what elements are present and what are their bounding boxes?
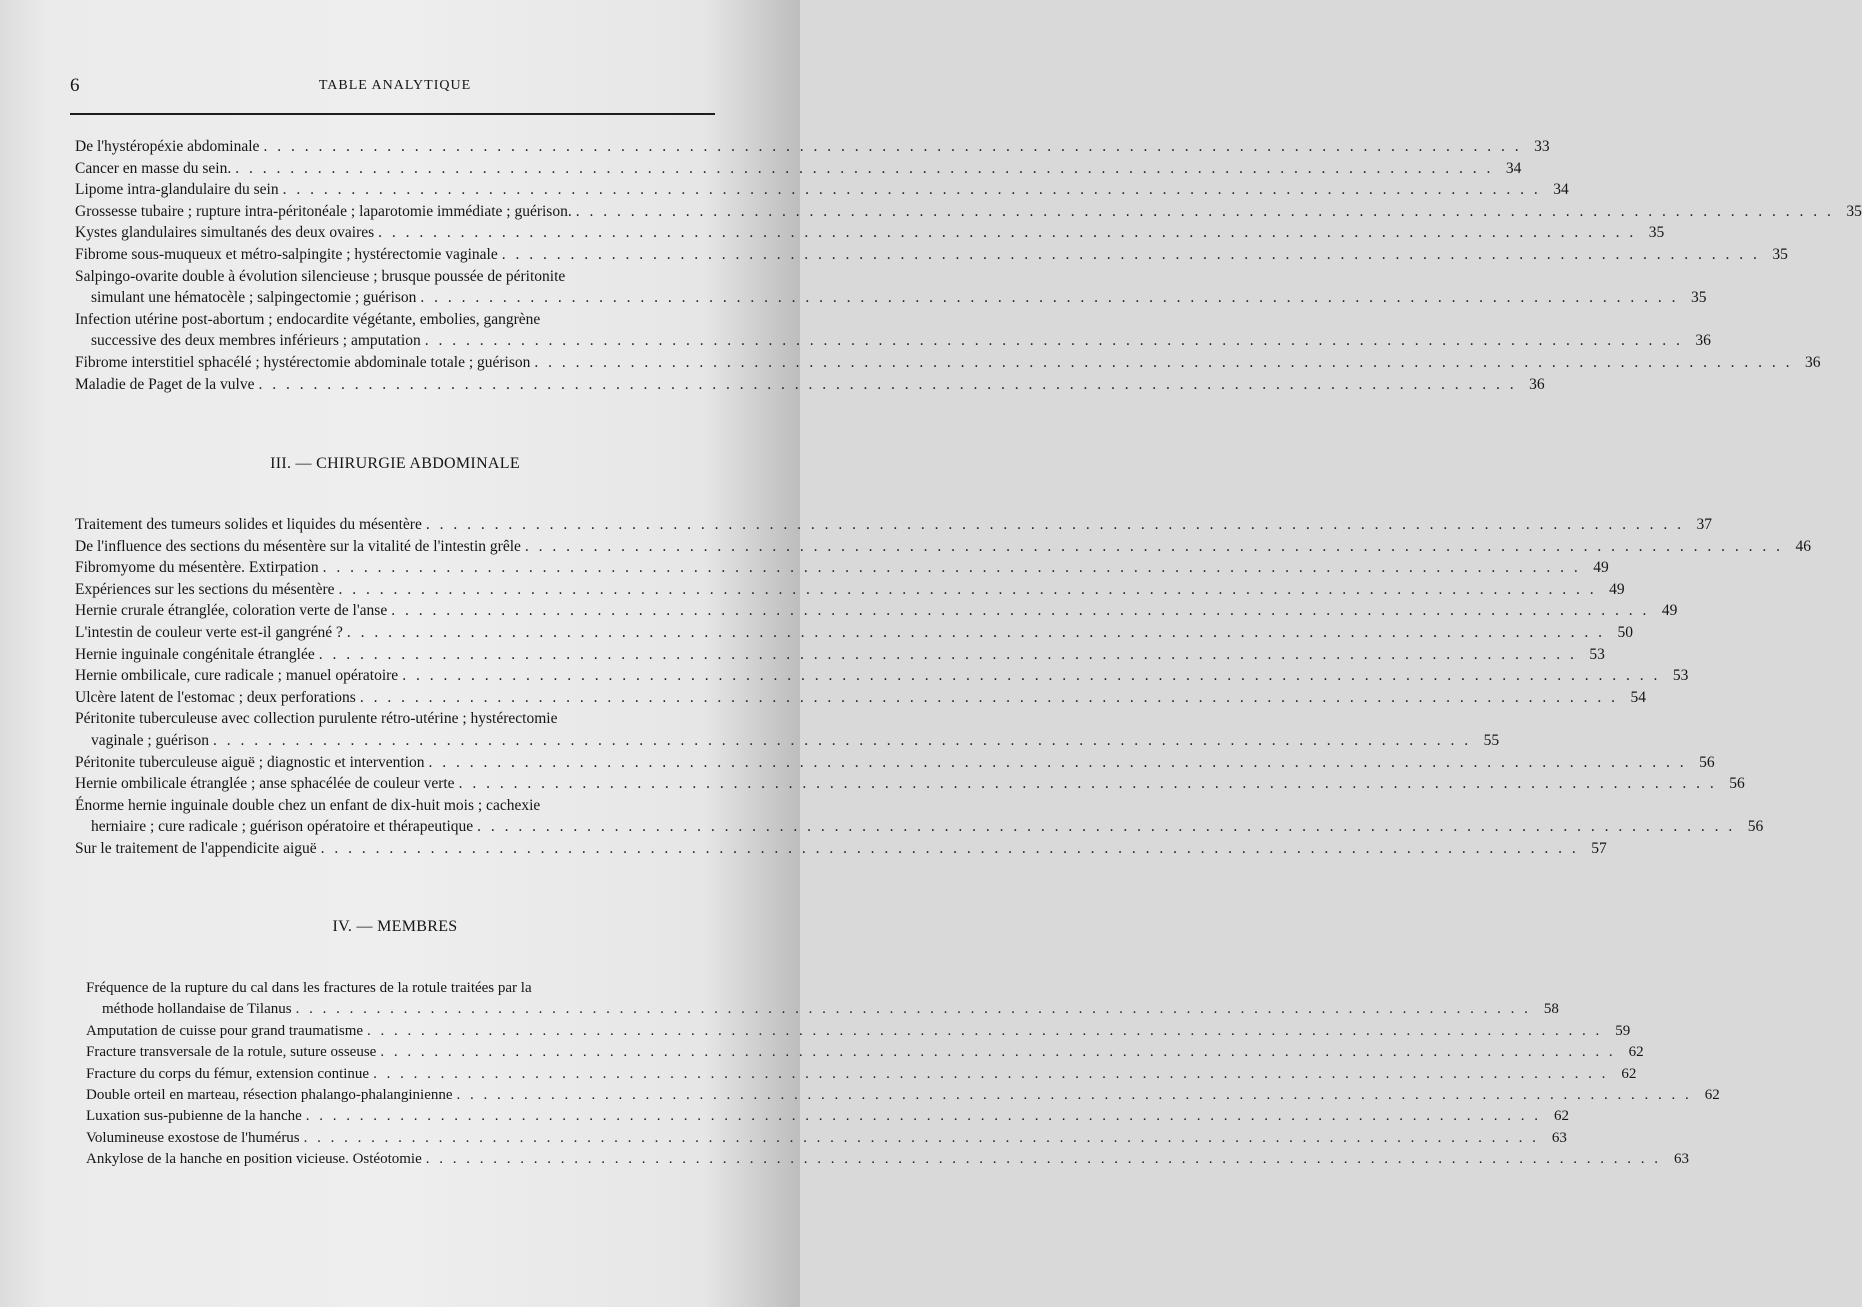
entry-page-number: 50 (1617, 623, 1634, 641)
dot-leader: . . . . . . . . . . . . . . . . . . . . . . . . . . . . . . . . . . . . . . . . . . . . . . . . . . . . . . . . . . . . . . . . . . . . . . . . . . . . . . . . . . . . . . . . . . . . (420, 289, 1679, 307)
dot-leader: . . . . . . . . . . . . . . . . . . . . . . . . . . . . . . . . . . . . . . . . . . . . . . . . . . . . . . . . . . . . . . . . . . . . . . . . . . . . . . . . . . . . . . . . . . . . (318, 645, 1577, 663)
entry-title: Ulcère latent de l'estomac ; deux perforations (75, 688, 356, 706)
toc-entry (86, 1106, 1570, 1127)
entry-title: Maladie de Paget de la vulve (75, 375, 255, 393)
toc-section-membres (86, 978, 1720, 1171)
dot-leader: . . . . . . . . . . . . . . . . . . . . . . . . . . . . . . . . . . . . . . . . . . . . . . . . . . . . . . . . . . . . . . . . . . . . . . . . . . . . . . . . . . . . . . . . . . . . (501, 245, 1760, 263)
entry-title: Salpingo-ovarite double à évolution silencieuse ; brusque poussée de péritonite (75, 267, 566, 285)
entry-page-number: 56 (1747, 818, 1764, 836)
entry-page-number: 57 (1591, 839, 1607, 857)
entry-title: Hernie ombilicale étranglée ; anse sphacélée de couleur verte (75, 775, 455, 793)
entry-title: Expériences sur les sections du mésentère (75, 580, 335, 598)
dot-leader: . . . . . . . . . . . . . . . . . . . . . . . . . . . . . . . . . . . . . . . . . . . . . . . . . . . . . . . . . . . . . . . . . . . . . . . . . . . . . . . . . . . . . . . . . . . . (235, 159, 1494, 177)
dot-leader: . . . . . . . . . . . . . . . . . . . . . . . . . . . . . . . . . . . . . . . . . . . . . . . . . . . . . . . . . . . . . . . . . . . . . . . . . . . . . . . . . . . . . . . . . . . . (456, 1087, 1692, 1104)
entry-page-number: 49 (1661, 602, 1678, 620)
dot-leader: . . . . . . . . . . . . . . . . . . . . . . . . . . . . . . . . . . . . . . . . . . . . . . . . . . . . . . . . . . . . . . . . . . . . . . . . . . . . . . . . . . . . . . . . . . . . (391, 602, 1650, 620)
header-rule (70, 113, 715, 115)
page-header (70, 75, 720, 103)
entry-title-continued: vaginale ; guérison (91, 731, 209, 749)
entry-title: Luxation sus-pubienne de la hanche (86, 1108, 302, 1125)
entry-page-number: 56 (1729, 775, 1745, 793)
entry-page-number: 62 (1621, 1065, 1637, 1082)
entry-page-number: 35 (1846, 202, 1862, 220)
entry-page-number: 58 (1543, 1001, 1559, 1018)
toc-entry (86, 1021, 1631, 1042)
entry-page-number: 35 (1691, 289, 1707, 307)
entry-title: Fréquence de la rupture du cal dans les fractures de la rotule traitées par la (86, 980, 532, 996)
entry-page-number: 63 (1674, 1151, 1689, 1168)
entry-title: Énorme hernie inguinale double chez un enfant de dix-huit mois ; cachexie (75, 796, 541, 814)
entry-title-continued: herniaire ; cure radicale ; guérison opératoire et thérapeutique (91, 818, 474, 836)
toc-entry (75, 557, 1609, 579)
dot-leader: . . . . . . . . . . . . . . . . . . . . . . . . . . . . . . . . . . . . . . . . . . . . . . . . . . . . . . . . . . . . . . . . . . . . . . . . . . . . . . . . . . . . . . . . . . . . (402, 667, 1661, 685)
entry-page-number: 55 (1483, 731, 1500, 749)
entry-page-number: 49 (1593, 559, 1609, 577)
toc-entry (75, 536, 1812, 558)
dot-leader: . . . . . . . . . . . . . . . . . . . . . . . . . . . . . . . . . . . . . . . . . . . . . . . . . . . . . . . . . . . . . . . . . . . . . . . . . . . . . . . . . . . . . . . . . . . . (425, 516, 1684, 533)
entry-title: Fibrome sous-muqueux et métro-salpingite ; hystérectomie vaginale (75, 245, 498, 263)
dot-leader: . . . . . . . . . . . . . . . . . . . . . . . . . . . . . . . . . . . . . . . . . . . . . . . . . . . . . . . . . . . . . . . . . . . . . . . . . . . . . . . . . . . . . . . . . . . . (575, 202, 1834, 220)
toc-entry (86, 1042, 1644, 1063)
dot-leader: . . . . . . . . . . . . . . . . . . . . . . . . . . . . . . . . . . . . . . . . . . . . . . . . . . . . . . . . . . . . . . . . . . . . . . . . . . . . . . . . . . . . . . . . . . . . (477, 818, 1736, 836)
toc-entry (86, 1064, 1637, 1085)
entry-page-number: 36 (1529, 375, 1545, 393)
entry-title: Lipome intra-glandulaire du sein (75, 181, 279, 199)
entry-page-number: 49 (1609, 580, 1625, 598)
toc-entry (86, 978, 1559, 1021)
toc-entry (75, 752, 1715, 774)
toc-entry (75, 773, 1745, 795)
entry-page-number: 63 (1551, 1129, 1567, 1146)
toc-entry (75, 201, 1862, 223)
running-title: TABLE ANALYTIQUE (318, 78, 472, 93)
entry-page-number: 34 (1553, 181, 1569, 199)
toc-entry (75, 600, 1678, 622)
entry-page-number: 53 (1672, 667, 1689, 685)
toc-entry (75, 352, 1821, 374)
dot-leader: . . . . . . . . . . . . . . . . . . . . . . . . . . . . . . . . . . . . . . . . . . . . . . . . . . . . . . . . . . . . . . . . . . . . . . . . . . . . . . . . . . . . . . . . . . . . (458, 775, 1717, 793)
toc-entry (86, 1149, 1689, 1170)
toc-entry (75, 136, 1550, 158)
dot-leader: . . . . . . . . . . . . . . . . . . . . . . . . . . . . . . . . . . . . . . . . . . . . . . . . . . . . . . . . . . . . . . . . . . . . . . . . . . . . . . . . . . . . . . . . . . . . (380, 1044, 1616, 1061)
toc-entry (75, 644, 1605, 666)
entry-title: De l'hystéropéxie abdominale (75, 138, 260, 155)
toc-entry (86, 1128, 1567, 1149)
toc-entry (75, 579, 1625, 601)
dot-leader: . . . . . . . . . . . . . . . . . . . . . . . . . . . . . . . . . . . . . . . . . . . . . . . . . . . . . . . . . . . . . . . . . . . . . . . . . . . . . . . . . . . . . . . . . . . . (320, 839, 1579, 857)
entry-title: Ankylose de la hanche en position vicieuse. Ostéotomie (86, 1151, 422, 1168)
entry-page-number: 36 (1805, 353, 1821, 371)
entry-page-number: 54 (1630, 688, 1646, 706)
entry-title: Volumineuse exostose de l'humérus (86, 1129, 300, 1146)
entry-page-number: 62 (1704, 1087, 1720, 1104)
entry-page-number: 62 (1554, 1108, 1570, 1125)
dot-leader: . . . . . . . . . . . . . . . . . . . . . . . . . . . . . . . . . . . . . . . . . . . . . . . . . . . . . . . . . . . . . . . . . . . . . . . . . . . . . . . . . . . . . . . . . . . . (212, 731, 1472, 749)
toc-entry (86, 1085, 1720, 1106)
toc-entry (75, 309, 1711, 352)
toc-entry (75, 687, 1646, 709)
entry-title-continued: simulant une hématocèle ; salpingectomie ; guérison (91, 289, 417, 307)
dot-leader: . . . . . . . . . . . . . . . . . . . . . . . . . . . . . . . . . . . . . . . . . . . . . . . . . . . . . . . . . . . . . . . . . . . . . . . . . . . . . . . . . . . . . . . . . . . . (305, 1108, 1542, 1125)
entry-title: Kystes glandulaires simultanés des deux ovaires (75, 224, 375, 242)
dot-leader: . . . . . . . . . . . . . . . . . . . . . . . . . . . . . . . . . . . . . . . . . . . . . . . . . . . . . . . . . . . . . . . . . . . . . . . . . . . . . . . . . . . . . . . . . . . . (428, 753, 1687, 771)
toc-entry (75, 179, 1569, 201)
dot-leader: . . . . . . . . . . . . . . . . . . . . . . . . . . . . . . . . . . . . . . . . . . . . . . . . . . . . . . . . . . . . . . . . . . . . . . . . . . . . . . . . . . . . . . . . . . . . (282, 181, 1541, 199)
dot-leader: . . . . . . . . . . . . . . . . . . . . . . . . . . . . . . . . . . . . . . . . . . . . . . . . . . . . . . . . . . . . . . . . . . . . . . . . . . . . . . . . . . . . . . . . . . . . (263, 138, 1522, 155)
entry-title: Fibrome interstitiel sphacélé ; hystérectomie abdominale totale ; guérison (75, 353, 531, 371)
entry-page-number: 35 (1648, 224, 1665, 242)
dot-leader: . . . . . . . . . . . . . . . . . . . . . . . . . . . . . . . . . . . . . . . . . . . . . . . . . . . . . . . . . . . . . . . . . . . . . . . . . . . . . . . . . . . . . . . . . . . . (322, 559, 1581, 577)
entry-title: Cancer en masse du sein. (75, 159, 232, 177)
dot-leader: . . . . . . . . . . . . . . . . . . . . . . . . . . . . . . . . . . . . . . . . . . . . . . . . . . . . . . . . . . . . . . . . . . . . . . . . . . . . . . . . . . . . . . . . . . . . (424, 332, 1683, 350)
entry-page-number: 35 (1772, 245, 1788, 263)
entry-title: De l'influence des sections du mésentère sur la vitalité de l'intestin grêle (75, 537, 521, 555)
page-number: 6 (70, 75, 80, 96)
entry-title: Fracture transversale de la rotule, suture osseuse (86, 1044, 377, 1061)
toc-section-chirurgie-abdominale (75, 514, 1812, 860)
section-heading-membres: IV. — MEMBRES (332, 918, 458, 935)
entry-title: Infection utérine post-abortum ; endocardite végétante, embolies, gangrène (75, 310, 541, 328)
entry-title: Péritonite tuberculeuse avec collection purulente rétro-utérine ; hystérectomie (75, 710, 558, 728)
toc-entry (75, 266, 1707, 309)
dot-leader: . . . . . . . . . . . . . . . . . . . . . . . . . . . . . . . . . . . . . . . . . . . . . . . . . . . . . . . . . . . . . . . . . . . . . . . . . . . . . . . . . . . . . . . . . . . . (359, 688, 1618, 706)
entry-page-number: 36 (1695, 332, 1711, 350)
toc-entry (75, 795, 1764, 838)
entry-page-number: 33 (1534, 138, 1550, 155)
toc-entry (75, 514, 1712, 536)
toc-entry (75, 158, 1522, 180)
entry-title: Grossesse tubaire ; rupture intra-péritonéale ; laparotomie immédiate ; guérison. (75, 202, 572, 220)
entry-title-continued: successive des deux membres inférieurs ; amputation (91, 332, 421, 350)
toc-entry (75, 708, 1500, 751)
entry-title: Hernie ombilicale, cure radicale ; manuel opératoire (75, 667, 399, 685)
dot-leader: . . . . . . . . . . . . . . . . . . . . . . . . . . . . . . . . . . . . . . . . . . . . . . . . . . . . . . . . . . . . . . . . . . . . . . . . . . . . . . . . . . . . . . . . . . . . (258, 375, 1517, 393)
dot-leader: . . . . . . . . . . . . . . . . . . . . . . . . . . . . . . . . . . . . . . . . . . . . . . . . . . . . . . . . . . . . . . . . . . . . . . . . . . . . . . . . . . . . . . . . . . . . (425, 1151, 1661, 1168)
entry-page-number: 53 (1589, 645, 1605, 663)
toc-entry (75, 222, 1665, 244)
dot-leader: . . . . . . . . . . . . . . . . . . . . . . . . . . . . . . . . . . . . . . . . . . . . . . . . . . . . . . . . . . . . . . . . . . . . . . . . . . . . . . . . . . . . . . . . . . . . (295, 1001, 1531, 1018)
entry-page-number: 34 (1505, 159, 1522, 177)
toc-section-gynecologie-continued (75, 136, 1862, 395)
entry-title: Hernie crurale étranglée, coloration verte de l'anse (75, 602, 388, 620)
entry-title: Amputation de cuisse pour grand traumatisme (86, 1022, 364, 1039)
toc-entry (75, 244, 1788, 266)
dot-leader: . . . . . . . . . . . . . . . . . . . . . . . . . . . . . . . . . . . . . . . . . . . . . . . . . . . . . . . . . . . . . . . . . . . . . . . . . . . . . . . . . . . . . . . . . . . . (346, 623, 1606, 641)
entry-title: Traitement des tumeurs solides et liquides du mésentère (75, 516, 422, 533)
entry-title: Sur le traitement de l'appendicite aiguë (75, 839, 317, 857)
entry-title: Double orteil en marteau, résection phalango-phalanginienne (86, 1087, 453, 1104)
entry-title-continued: méthode hollandaise de Tilanus (102, 1001, 292, 1018)
dot-leader: . . . . . . . . . . . . . . . . . . . . . . . . . . . . . . . . . . . . . . . . . . . . . . . . . . . . . . . . . . . . . . . . . . . . . . . . . . . . . . . . . . . . . . . . . . . . (534, 353, 1793, 371)
entry-page-number: 56 (1699, 753, 1715, 771)
entry-page-number: 59 (1615, 1022, 1631, 1039)
entry-title: Hernie inguinale congénitale étranglée (75, 645, 315, 663)
entry-title: L'intestin de couleur verte est-il gangréné ? (75, 623, 343, 641)
entry-title: Fracture du corps du fémur, extension continue (86, 1065, 370, 1082)
entry-page-number: 62 (1628, 1044, 1644, 1061)
dot-leader: . . . . . . . . . . . . . . . . . . . . . . . . . . . . . . . . . . . . . . . . . . . . . . . . . . . . . . . . . . . . . . . . . . . . . . . . . . . . . . . . . . . . . . . . . . . . (524, 537, 1784, 555)
entry-title: Fibromyome du mésentère. Extirpation (75, 559, 319, 577)
toc-entry (75, 665, 1689, 687)
entry-page-number: 37 (1696, 516, 1712, 533)
toc-entry (75, 838, 1607, 860)
toc-entry (75, 622, 1634, 644)
entry-title: Péritonite tuberculeuse aiguë ; diagnostic et intervention (75, 753, 425, 771)
dot-leader: . . . . . . . . . . . . . . . . . . . . . . . . . . . . . . . . . . . . . . . . . . . . . . . . . . . . . . . . . . . . . . . . . . . . . . . . . . . . . . . . . . . . . . . . . . . . (378, 224, 1637, 242)
dot-leader: . . . . . . . . . . . . . . . . . . . . . . . . . . . . . . . . . . . . . . . . . . . . . . . . . . . . . . . . . . . . . . . . . . . . . . . . . . . . . . . . . . . . . . . . . . . . (367, 1022, 1603, 1039)
section-heading-chirurgie-abdominale: III. — CHIRURGIE ABDOMINALE (270, 455, 520, 472)
dot-leader: . . . . . . . . . . . . . . . . . . . . . . . . . . . . . . . . . . . . . . . . . . . . . . . . . . . . . . . . . . . . . . . . . . . . . . . . . . . . . . . . . . . . . . . . . . . . (373, 1065, 1609, 1082)
entry-page-number: 46 (1795, 537, 1812, 555)
dot-leader: . . . . . . . . . . . . . . . . . . . . . . . . . . . . . . . . . . . . . . . . . . . . . . . . . . . . . . . . . . . . . . . . . . . . . . . . . . . . . . . . . . . . . . . . . . . . (303, 1129, 1539, 1146)
dot-leader: . . . . . . . . . . . . . . . . . . . . . . . . . . . . . . . . . . . . . . . . . . . . . . . . . . . . . . . . . . . . . . . . . . . . . . . . . . . . . . . . . . . . . . . . . . . . (338, 580, 1597, 598)
toc-entry (75, 374, 1545, 396)
